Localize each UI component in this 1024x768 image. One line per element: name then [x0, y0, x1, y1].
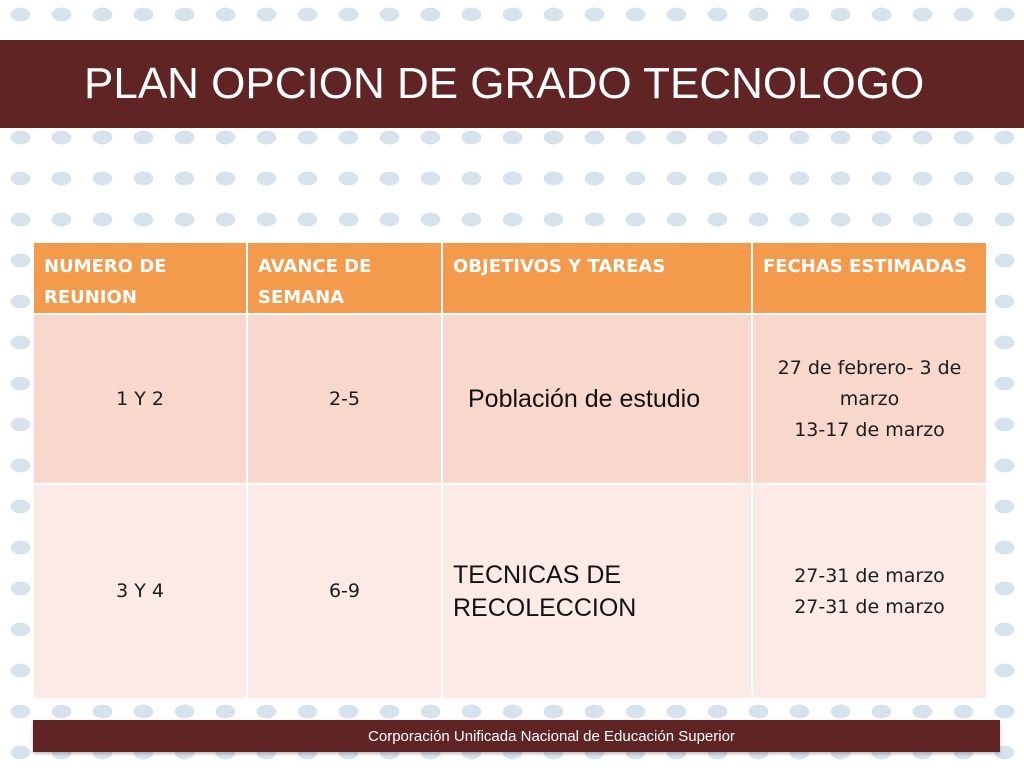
header-avance-semana: AVANCE DE SEMANA: [247, 242, 442, 314]
cell-fechas: [752, 484, 987, 699]
header-fechas-estimadas: FECHAS ESTIMADAS: [752, 242, 987, 314]
title-bar: [0, 40, 1024, 128]
cell-semana: 6-9: [247, 484, 442, 699]
footer-bar: [33, 720, 1000, 752]
cell-objetivo: TECNICAS DE RECOLECCION: [442, 484, 752, 699]
cell-reunion: 1 Y 2: [33, 314, 247, 484]
header-objetivos-tareas: OBJETIVOS Y TAREAS: [442, 242, 752, 314]
fecha-line: 13-17 de marzo: [794, 418, 945, 441]
fecha-line: 27-31 de marzo: [794, 564, 945, 587]
cell-objetivo: Población de estudio: [442, 314, 752, 484]
footer-text: Corporación Unificada Nacional de Educación Superior: [368, 727, 735, 745]
cell-fechas: [752, 314, 987, 484]
fecha-line: 27-31 de marzo: [794, 595, 945, 618]
table-row: [33, 484, 987, 699]
header-numero-reunion: NUMERO DE REUNION: [33, 242, 247, 314]
fecha-line: 27 de febrero- 3 de marzo: [777, 356, 962, 410]
slide-title: PLAN OPCION DE GRADO TECNOLOGO: [84, 59, 925, 108]
cell-reunion: 3 Y 4: [33, 484, 247, 699]
table-row: [33, 314, 987, 484]
plan-table: [32, 241, 988, 700]
table-header-row: [33, 242, 987, 314]
cell-semana: 2-5: [247, 314, 442, 484]
